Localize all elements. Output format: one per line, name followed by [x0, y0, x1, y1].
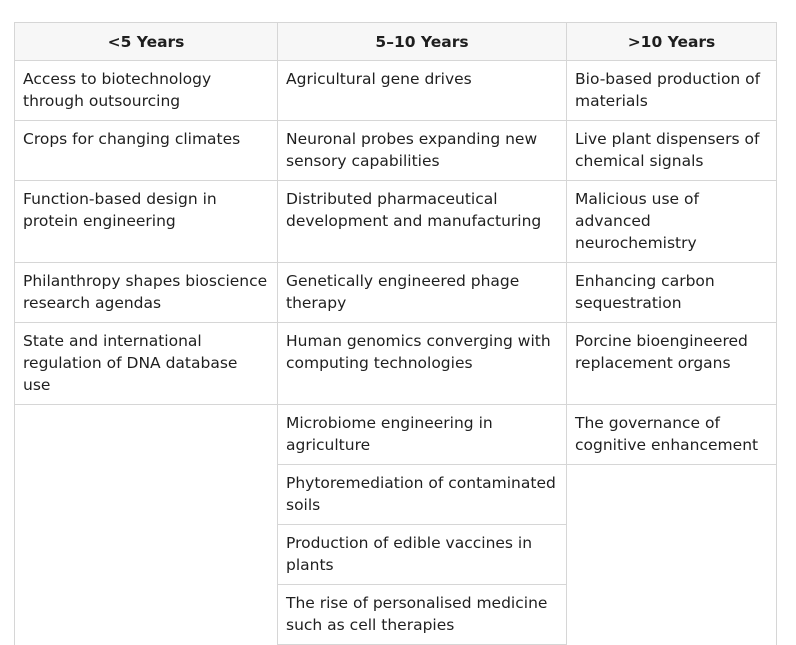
- table-cell: Agricultural gene drives: [278, 61, 567, 121]
- table-cell: Porcine bioengineered replacement organs: [567, 323, 777, 405]
- table-cell: Neuronal probes expanding new sensory capabilities: [278, 121, 567, 181]
- header-over-10-years: >10 Years: [567, 23, 777, 61]
- table-cell: Bio-based production of materials: [567, 61, 777, 121]
- table-cell: Malicious use of advanced neurochemistry: [567, 181, 777, 263]
- header-5-to-10-years: 5–10 Years: [278, 23, 567, 61]
- table-cell: The governance of cognitive enhancement: [567, 405, 777, 465]
- table-cell: Production of edible vaccines in plants: [278, 525, 567, 585]
- empty-cell: [567, 465, 777, 645]
- table-cell: Enhancing carbon sequestration: [567, 263, 777, 323]
- table-cell: Microbiome engineering in agriculture: [278, 405, 567, 465]
- table-cell: Phytoremediation of contaminated soils: [278, 465, 567, 525]
- timeline-table: [14, 22, 777, 645]
- table-row: [15, 263, 777, 323]
- table-row: [15, 323, 777, 405]
- table-cell: Genetically engineered phage therapy: [278, 263, 567, 323]
- table-cell: State and international regulation of DNA database use: [15, 323, 278, 405]
- table-cell: Philanthropy shapes bioscience research agendas: [15, 263, 278, 323]
- table-row: [15, 61, 777, 121]
- table-row: [15, 121, 777, 181]
- header-row: [15, 23, 777, 61]
- table-cell: Access to biotechnology through outsourcing: [15, 61, 278, 121]
- table-cell: Human genomics converging with computing technologies: [278, 323, 567, 405]
- table-cell: Live plant dispensers of chemical signals: [567, 121, 777, 181]
- timeline-table-container: [14, 22, 777, 645]
- table-cell: Function-based design in protein engineering: [15, 181, 278, 263]
- header-under-5-years: <5 Years: [15, 23, 278, 61]
- table-cell: Distributed pharmaceutical development and manufacturing: [278, 181, 567, 263]
- table-row: [15, 405, 777, 465]
- table-row: [15, 181, 777, 263]
- table-cell: Crops for changing climates: [15, 121, 278, 181]
- table-cell: The rise of personalised medicine such as cell therapies: [278, 585, 567, 645]
